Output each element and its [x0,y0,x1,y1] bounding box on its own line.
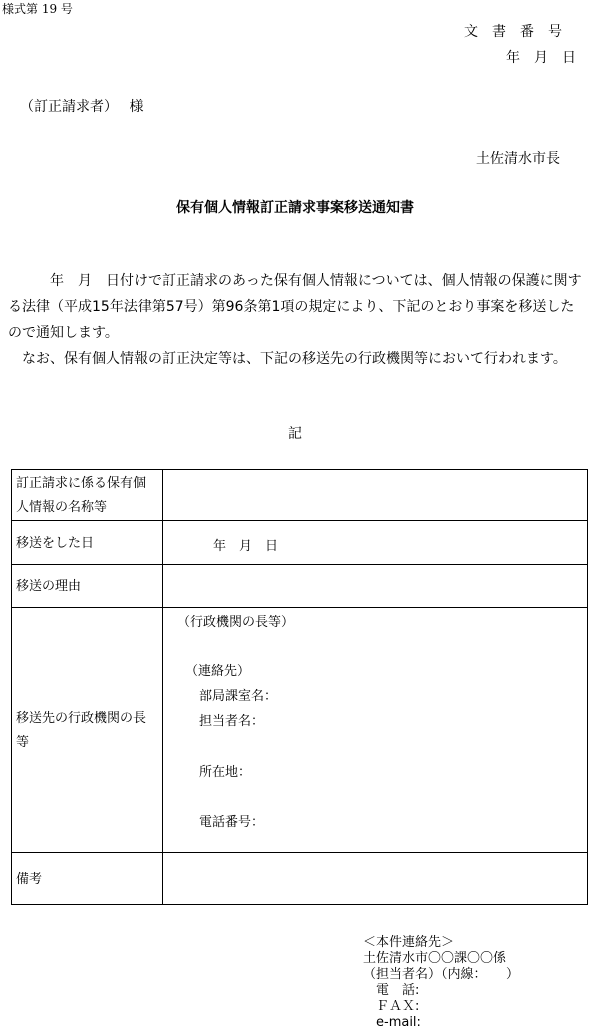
contact-block [363,935,519,1031]
destination-dept-label: 部局課室名： [199,689,278,704]
table-row [12,470,588,521]
row-value-transfer-date [163,521,588,565]
transfer-date-value: 年 月 日 [213,539,279,554]
issue-date-label: 年 月 日 [506,50,576,66]
row-label-transfer-date: 移送をした日 [12,521,163,565]
destination-person-label: 担当者名： [199,714,265,729]
contact-section: 土佐清水市〇〇課〇〇係 [363,951,507,966]
requester-addressee: （訂正請求者） 様 [20,99,144,115]
contact-person: （担当者名）（内線： ） [363,967,520,982]
sender-name: 土佐清水市長 [476,151,560,167]
destination-contact-label: （連絡先） [185,664,251,679]
ki-heading: 記 [288,426,302,442]
contact-tel: 電 話: [363,983,420,998]
row-value-reason [163,565,588,608]
row-label-remarks: 備考 [12,853,163,905]
row-value-remarks [163,853,588,905]
body-paragraph-1: 年 月 日付けで訂正請求のあった保有個人情報については、個人情報の保護に関する法律（平成15年法律第57号）第96条第1項の規定により、下記のとおり事案を移送したので通知します。 [8,273,582,341]
table-row [12,853,588,905]
transfer-details-table [11,469,588,905]
row-value-destination [163,608,588,853]
destination-head: （行政機関の長等） [177,615,295,630]
table-row [12,565,588,608]
document-number-label: 文書番号 [464,24,576,40]
table-row [12,608,588,853]
row-label-destination: 移送先の行政機関の長等 [12,608,163,853]
contact-heading: ＜本件連絡先＞ [363,935,455,950]
table-row [12,521,588,565]
row-value-info-name [163,470,588,521]
destination-phone-label: 電話番号： [199,815,265,830]
contact-fax: ＦＡＸ: [363,999,420,1014]
notice-body [8,268,584,372]
form-number: 様式第 19 号 [2,2,73,16]
row-label-reason: 移送の理由 [12,565,163,608]
destination-address-label: 所在地： [199,765,252,780]
document-title: 保有個人情報訂正請求事案移送通知書 [176,200,414,216]
body-paragraph-2: なお、保有個人情報の訂正決定等は、下記の移送先の行政機関等において行われます。 [8,351,567,367]
row-label-info-name: 訂正請求に係る保有個人情報の名称等 [12,470,163,521]
contact-email: e-mail: [363,1015,421,1030]
